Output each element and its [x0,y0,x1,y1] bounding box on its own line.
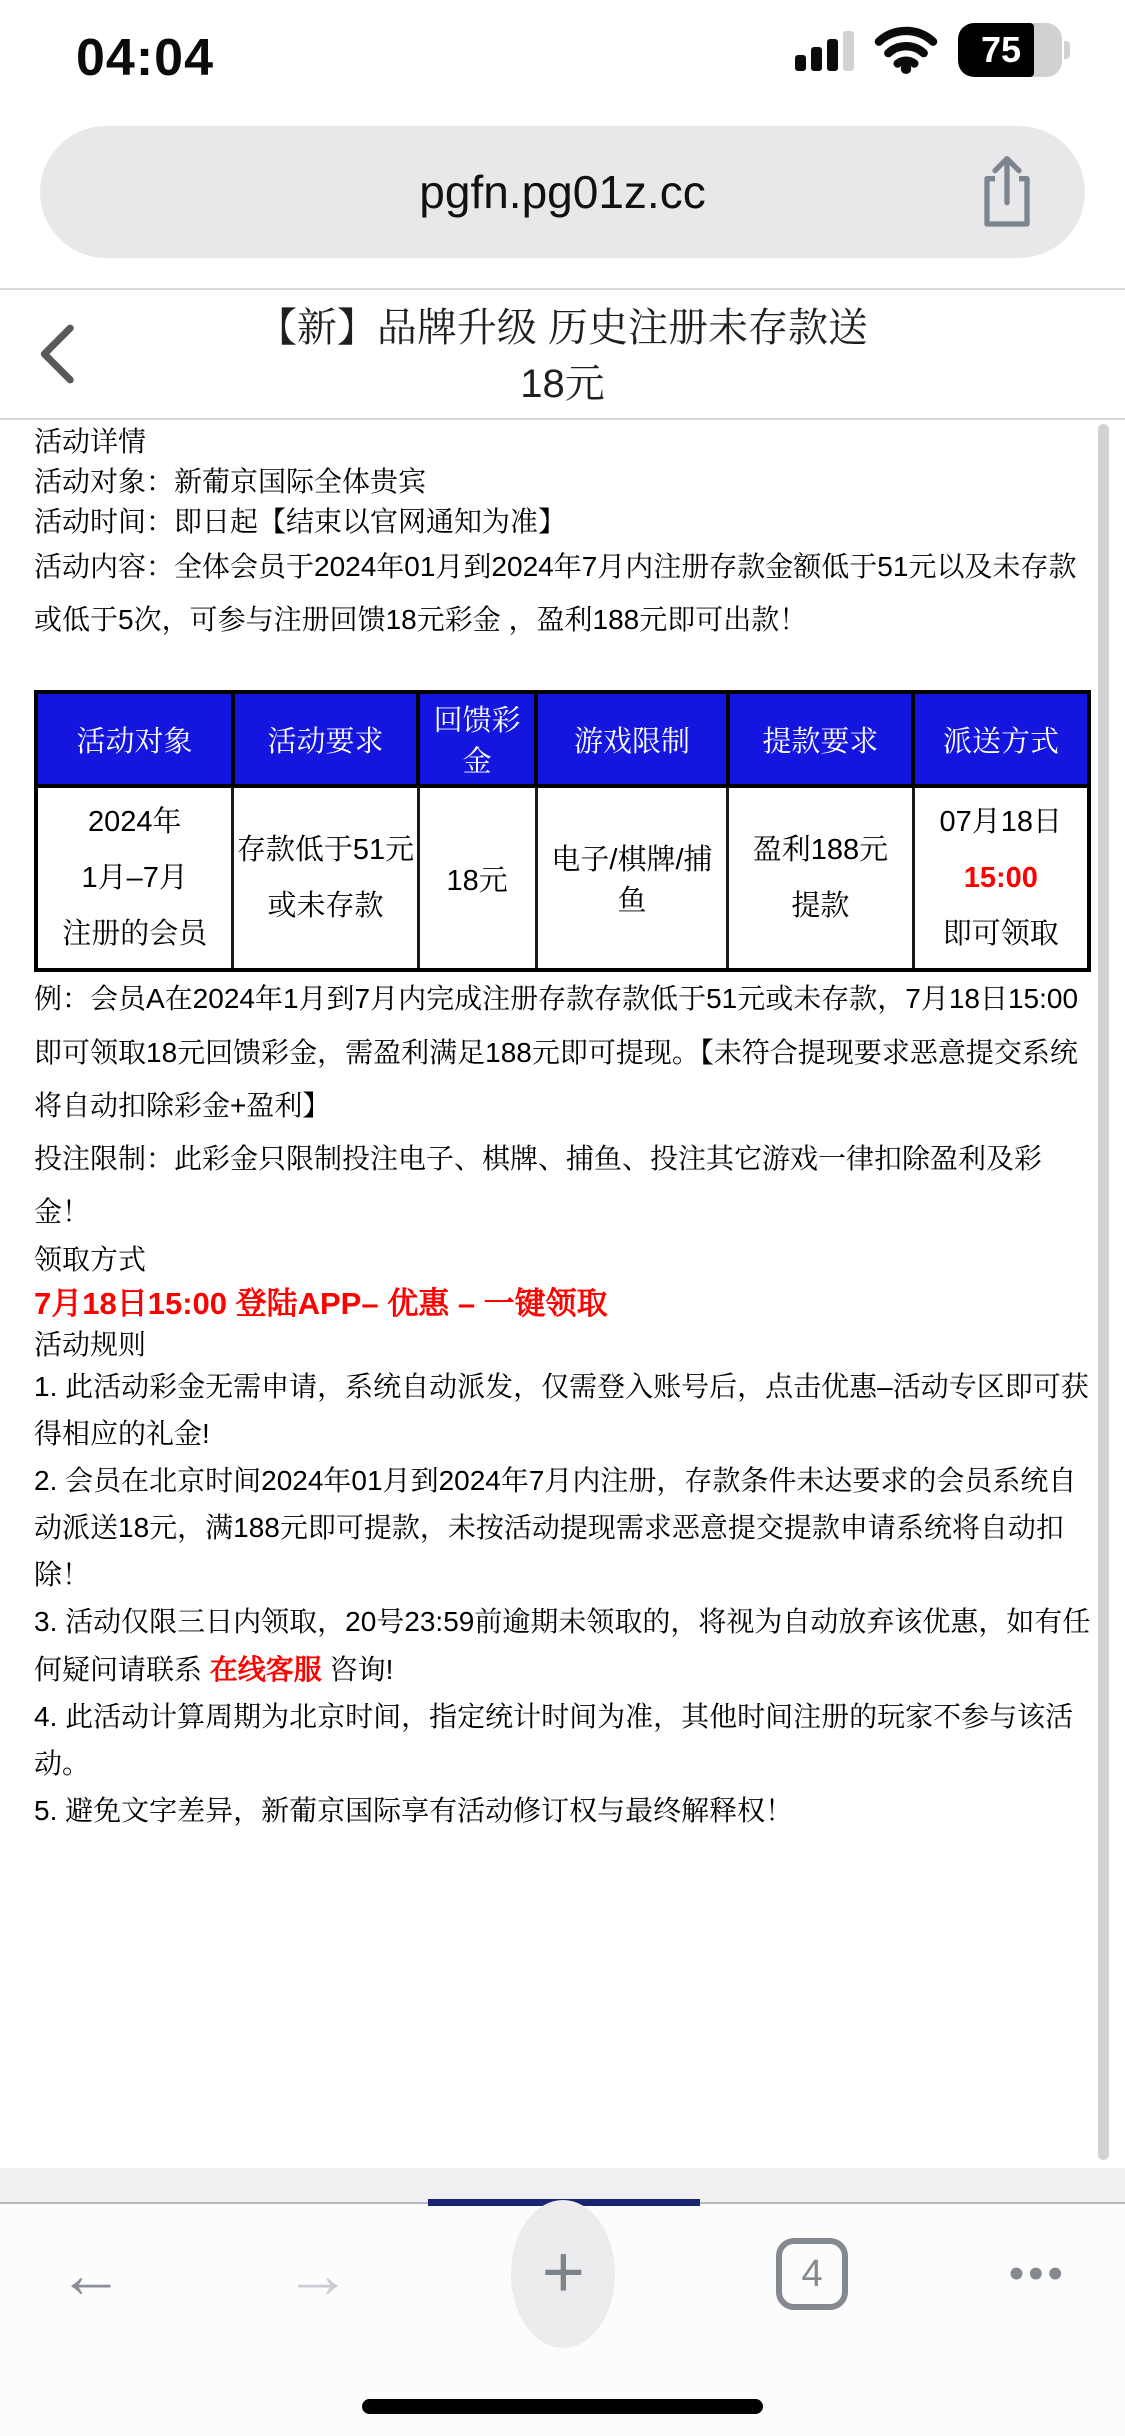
forward-button[interactable] [285,2236,351,2312]
back-button[interactable] [58,2236,124,2312]
cell-bonus: 18元 [418,786,536,970]
th-delivery: 派送方式 [913,692,1089,786]
browser-toolbar [0,2202,1125,2436]
rule-4: 4. 此活动计算周期为北京时间，指定统计时间为准，其他时间注册的玩家不参与该活动。 [34,1700,1074,1779]
th-game-limit: 游戏限制 [536,692,728,786]
address-bar[interactable] [40,126,1085,258]
th-target: 活动对象 [36,692,233,786]
rule-3 [34,1598,1091,1692]
ellipsis-icon: ••• [1008,2249,1067,2298]
page-title [140,300,985,412]
share-icon [976,152,1038,232]
toolbar-buttons [0,2204,1125,2344]
cell-delivery: 07月18日 15:00 即可领取 [913,786,1089,970]
example-paragraph: 例：会员A在2024年1月到7月内完成注册存款存款低于51元或未存款，7月18日15:00即可领取18元回馈彩金，需盈利满足188元即可提现。【未符合提现要求恶意提交系统将自动扣除彩金+盈利】 [34,983,1079,1121]
promo-table-data-row [36,786,1089,970]
promo-table-header-row [36,692,1089,786]
activity-description: 活动内容：全体会员于2024年01月到2024年7月内注册存款金额低于51元以及未存款或低于5次，可参与注册回馈18元彩金 ，盈利188元即可出款！ [34,551,1077,636]
home-indicator[interactable] [362,2399,763,2414]
details-heading: 活动详情 [34,426,147,457]
content-end-strip [0,2168,1125,2202]
rule-1: 1. 此活动彩金无需申请，系统自动派发，仅需登入账号后，点击优惠–活动专区即可获得相应的礼金! [34,1371,1089,1450]
cell-requirement: 存款低于51元 或未存款 [233,786,418,970]
battery-icon [958,23,1070,77]
rule-3-suffix: 咨询! [321,1653,394,1685]
share-button[interactable] [965,150,1049,234]
plus-oval-background [511,2200,615,2348]
tabs-button[interactable] [776,2238,848,2310]
plus-icon: + [541,2229,585,2313]
activity-time: 活动时间：即日起【结束以官网通知为准】 [34,506,567,537]
th-bonus: 回馈彩金 [418,692,536,786]
page-title-line2: 18元 [520,362,605,406]
rule-3-text: 3. 活动仅限三日内领取，20号23:59前逾期未领取的，将视为自动放弃该优惠，如有任何疑问请联系 [34,1606,1091,1685]
back-arrow-icon: ← [58,2237,124,2311]
new-tab-button[interactable] [511,2200,615,2348]
status-bar [0,0,1125,100]
cell-withdraw: 盈利188元 提款 [728,786,913,970]
th-withdraw: 提款要求 [728,692,913,786]
forward-arrow-icon: → [284,2237,351,2311]
cell-target: 2024年 1月–7月 注册的会员 [36,786,233,970]
chevron-left-icon [36,323,76,385]
bet-limit-paragraph: 投注限制：此彩金只限制投注电子、棋牌、捕鱼、投注其它游戏一律扣除盈利及彩金！ [34,1142,1043,1228]
tab-count: 4 [801,2252,823,2295]
page-content [0,420,1125,2168]
rules-heading: 活动规则 [34,1329,147,1361]
cellular-signal-icon [795,29,854,71]
claim-instruction: 7月18日15:00 登陆APP– 优惠 – 一键领取 [34,1286,608,1322]
delivery-time-red: 15:00 [963,862,1038,895]
tabs-icon [776,2238,848,2310]
rule-2: 2. 会员在北京时间2024年01月到2024年7月内注册，存款条件未达要求的会员系统自动派送18元，满188元即可提款，未按活动提现需求恶意提交提款申请系统将自动扣除！ [34,1465,1077,1591]
wifi-icon [874,26,938,74]
claim-heading: 领取方式 [34,1244,147,1276]
rule-5: 5. 避免文字差异，新葡京国际享有活动修订权与最终解释权！ [34,1794,794,1826]
more-options-button[interactable] [1009,2249,1067,2299]
online-service-link[interactable]: 在线客服 [209,1653,322,1685]
th-requirement: 活动要求 [233,692,418,786]
status-icons [795,0,1070,100]
promo-table [34,690,1091,972]
back-chevron-button[interactable] [36,320,80,388]
page-title-line1: 【新】品牌升级 历史注册未存款送 [256,306,869,350]
cell-game-limit: 电子/棋牌/捕鱼 [536,786,728,970]
status-time: 04:04 [76,29,214,87]
scrollbar[interactable] [1098,424,1109,2160]
activity-target: 活动对象：新葡京国际全体贵宾 [34,466,427,497]
url-text: pgfn.pg01z.cc [419,166,706,218]
battery-percent: 75 [980,29,1022,70]
page-title-bar [0,292,1125,420]
browser-address-section [0,100,1125,290]
